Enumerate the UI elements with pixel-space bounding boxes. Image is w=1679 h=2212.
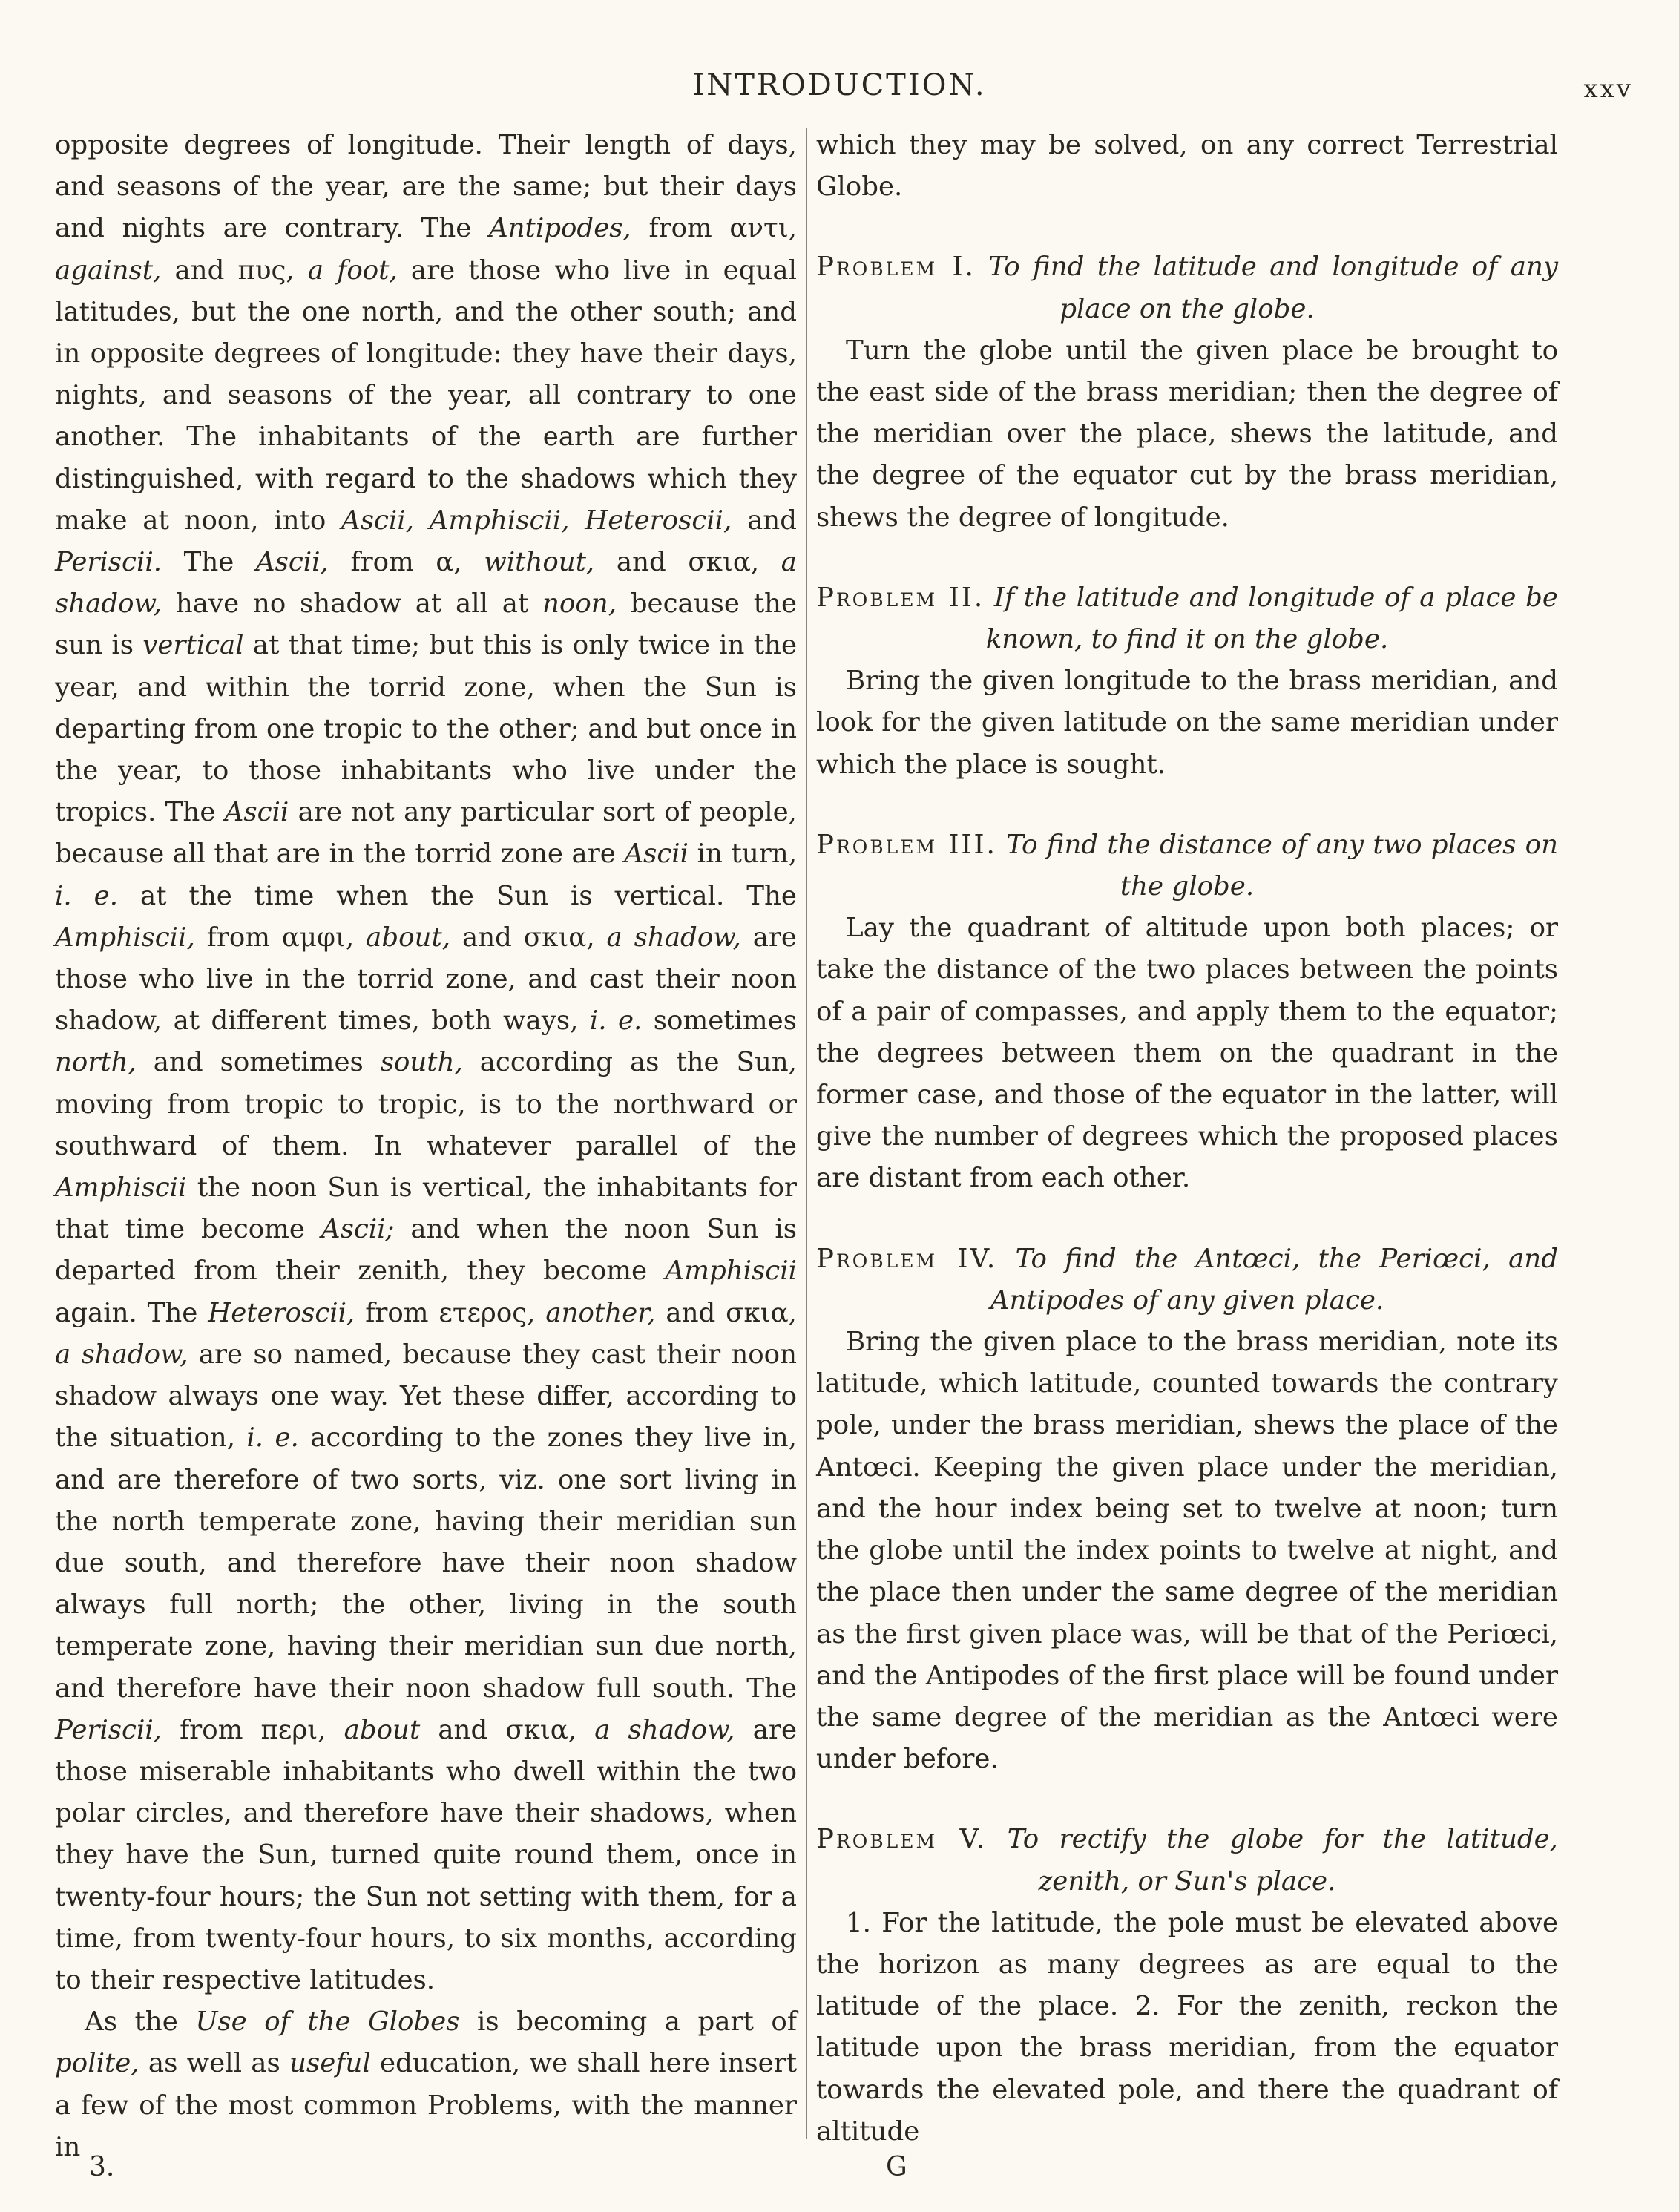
body-text: and σκια, xyxy=(420,1714,595,1745)
italic-text: noon, xyxy=(542,588,617,620)
italic-text: Periscii. xyxy=(55,547,162,578)
problem-text: 1. For the latitude, the pole must be elevated above the horizon as many degrees as are equal to the latitude of the place. 2. For the zenith, reckon the latitude upon the brass meridian, from the equator towards the elevated pole, and there the quadrant of altitude xyxy=(816,1907,1558,2147)
problem-label: Problem IV. xyxy=(816,1243,998,1274)
right-column xyxy=(816,125,1558,2153)
page-number: xxv xyxy=(1583,74,1633,104)
continued-paragraph: which they may be solved, on any correct Terrestrial Globe. xyxy=(816,130,1558,203)
body-text: at that time; but this is only twice in the year, and within the torrid zone, when the Sun is departing from one tropic to the other; and but once in the year, to those inhabitants who live under the tropics. The xyxy=(55,630,798,828)
problem-heading xyxy=(816,246,1558,329)
body-text: at the time when the Sun is vertical. The xyxy=(118,880,797,911)
italic-text: a shadow, xyxy=(606,922,741,953)
body-text: and σκια, xyxy=(655,1297,797,1328)
italic-text: polite, xyxy=(55,2048,139,2079)
body-text: and sometimes xyxy=(136,1047,381,1078)
italic-text: i. e. xyxy=(55,880,119,911)
body-text: and σκια, xyxy=(594,547,781,578)
body-text: and πυς, xyxy=(161,255,308,286)
body-paragraph xyxy=(55,125,797,2001)
italic-text: vertical xyxy=(142,630,244,661)
body-text: As the xyxy=(85,2006,196,2038)
body-text: is becoming a part of xyxy=(459,2006,797,2038)
italic-text: Use of the Globes xyxy=(195,2006,460,2038)
body-text: from ετερος, xyxy=(355,1297,546,1328)
body-text: The xyxy=(162,547,256,578)
italic-text: Antipodes, xyxy=(488,213,631,244)
problem-heading xyxy=(816,577,1558,660)
catchword: G xyxy=(886,2152,907,2182)
italic-text: a shadow, xyxy=(55,1339,188,1370)
body-text: and σκια, xyxy=(450,922,607,953)
body-text: have no shadow at all at xyxy=(162,588,543,620)
problem-heading xyxy=(816,1819,1558,1902)
italic-text: Periscii, xyxy=(55,1714,162,1745)
problem-title: To rectify the globe for the latitude, zenith, or Sun's place. xyxy=(1007,1824,1559,1897)
problem-label: Problem V. xyxy=(816,1824,988,1855)
body-text: are so named, because they cast their noon shadow always one way. Yet these differ, according to the situation, xyxy=(55,1339,798,1454)
italic-text: north, xyxy=(55,1047,137,1078)
body-text: according to the zones they live in, and are therefore of two sorts, viz. one sort living in the north temperate zone, having their meridian sun due south, and therefore have their noon shadow always full north; the other, living in the south temperate zone, having their meridian sun due north, and therefore have their noon shadow full south. The xyxy=(55,1422,797,1704)
body-text: sometimes xyxy=(642,1005,797,1037)
body-text: the noon Sun is vertical, the inhabitants for that time become xyxy=(55,1172,797,1245)
italic-text: about xyxy=(344,1714,421,1745)
problem-label: Problem I. xyxy=(816,252,976,283)
body-text: are not any particular sort of people, because all that are in the torrid zone are xyxy=(55,797,797,870)
problem-heading xyxy=(816,824,1558,908)
italic-text: Ascii, xyxy=(255,547,329,578)
italic-text: Heteroscii, xyxy=(208,1297,355,1328)
body-text: again. The xyxy=(55,1297,208,1328)
body-text: are those who live in the torrid zone, and cast their noon shadow, at different times, both ways, xyxy=(55,922,797,1037)
problem-title: To find the latitude and longitude of any place on the globe. xyxy=(988,252,1558,324)
problem-text: Bring the given longitude to the brass meridian, and look for the given latitude on the same meridian under which the place is sought. xyxy=(816,666,1558,780)
problem-label: Problem II. xyxy=(816,582,985,613)
body-text: as well as xyxy=(139,2048,290,2079)
signature-mark: 3. xyxy=(89,2152,115,2182)
italic-text: Amphiscii xyxy=(665,1256,797,1287)
problem-label: Problem III. xyxy=(816,829,997,860)
problem-title: To find the distance of any two places on the globe. xyxy=(1006,829,1558,902)
body-text: because the sun is xyxy=(55,588,797,661)
body-text: from αμφι, xyxy=(194,922,367,953)
body-text: education, we shall here insert a few of the most common Problems, with the manner in xyxy=(55,2048,797,2162)
italic-text: i. e. xyxy=(246,1422,299,1454)
body-text: from αντι, xyxy=(631,213,798,244)
italic-text: against, xyxy=(55,255,162,286)
italic-text: Amphiscii xyxy=(55,1172,187,1204)
body-text: are those miserable inhabitants who dwell within the two polar circles, and therefore have their shadows, when they have the Sun, turned quite round them, once in twenty-four hours; the Sun not setting with them, for a time, from twenty-four hours, to six months, according to their respective latitudes. xyxy=(55,1714,797,1995)
problem-heading xyxy=(816,1238,1558,1322)
italic-text: Amphiscii, xyxy=(55,922,195,953)
body-text: and xyxy=(732,505,797,536)
column-divider xyxy=(806,128,807,2139)
italic-text: a foot, xyxy=(307,255,398,286)
italic-text: another, xyxy=(545,1297,656,1328)
italic-text: Ascii xyxy=(624,838,689,870)
italic-text: south, xyxy=(380,1047,463,1078)
italic-text: a shadow, xyxy=(594,1714,735,1745)
left-column xyxy=(55,125,797,2168)
problem-title: If the latitude and longitude of a place be known, to find it on the globe. xyxy=(985,582,1558,655)
problem-text: Lay the quadrant of altitude upon both places; or take the distance of the two places between the points of a pair of compasses, and apply them to the equator; the degrees between them on the quadrant in the former case, and those of the equator in the latter, will give the number of degrees which the proposed places are distant from each other. xyxy=(816,913,1558,1194)
italic-text: a shadow, xyxy=(55,547,797,620)
italic-text: about, xyxy=(366,922,451,953)
body-text: opposite degrees of longitude. Their length of days, and seasons of the year, are the same; but their days and nights are contrary. The xyxy=(55,130,797,244)
italic-text: Ascii; xyxy=(321,1214,395,1245)
problem-text: Bring the given place to the brass meridian, note its latitude, which latitude, counted towards the contrary pole, under the brass meridian, shews the place of the Antœci. Keeping the given place under the meridian, and the hour index being set to twelve at noon; turn the globe until the index points to twelve at night, and the place then under the same degree of the meridian as the first given place was, will be that of the Periœci, and the Antipodes of the first place will be found under the same degree of the meridian as the Antœci were under before. xyxy=(816,1327,1558,1775)
body-text: are those who live in equal latitudes, but the one north, and the other south; and in opposite degrees of longitude: they have their days, nights, and seasons of the year, all contrary to one another. The inhabitants of the earth are further distinguished, with regard to the shadows which they make at noon, into xyxy=(55,255,797,536)
italic-text: Ascii xyxy=(224,797,289,828)
body-text: from α, xyxy=(328,547,484,578)
body-text: in turn, xyxy=(689,838,797,870)
body-text: from περι, xyxy=(162,1714,344,1745)
italic-text: Ascii, Amphiscii, Heteroscii, xyxy=(341,505,732,536)
body-text: and when the noon Sun is departed from their zenith, they become xyxy=(55,1214,797,1287)
italic-text: i. e. xyxy=(589,1005,643,1037)
problem-title: To find the Antœci, the Periœci, and Antipodes of any given place. xyxy=(990,1243,1558,1316)
running-head: INTRODUCTION. xyxy=(692,68,987,102)
italic-text: without, xyxy=(484,547,595,578)
problem-text: Turn the globe until the given place be brought to the east side of the brass meridian; then the degree of the meridian over the place, shews the latitude, and the degree of the equator cut by the brass meridian, shews the degree of longitude. xyxy=(816,335,1558,533)
body-paragraph xyxy=(55,2001,797,2168)
italic-text: useful xyxy=(289,2048,371,2079)
body-text: according as the Sun, moving from tropic to tropic, is to the northward or southward of them. In whatever parallel of the xyxy=(55,1047,797,1161)
